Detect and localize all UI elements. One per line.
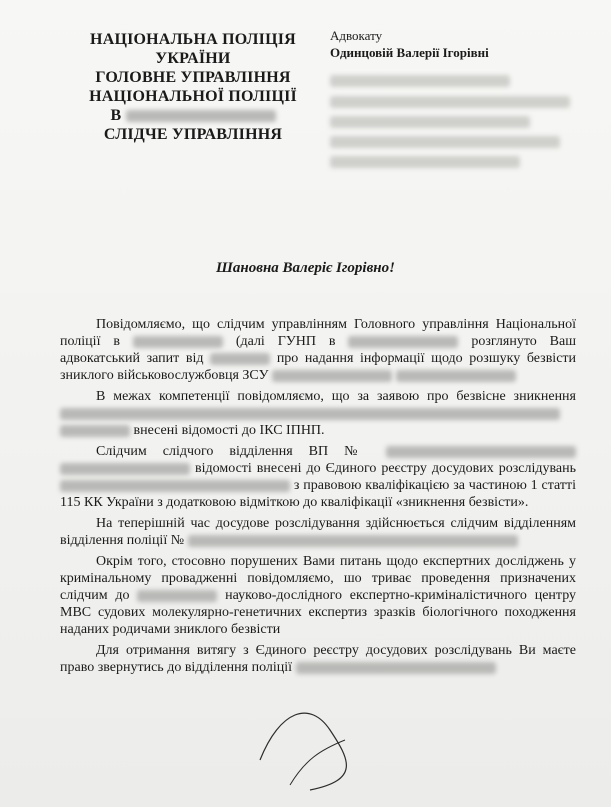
text: Слідчим слідчого відділення ВП № [96,444,370,459]
recipient-role: Адвокату [330,28,383,43]
redacted-region [348,336,458,348]
redacted-region [133,336,223,348]
recipient-block [330,27,600,168]
salutation: Шановна Валеріє Ігорівно! [216,260,395,276]
paragraph [60,316,576,384]
redacted-region [60,463,190,475]
text: відомості внесені до Єдиного реєстру досудових розслідувань [195,461,576,476]
issuer-line: НАЦІОНАЛЬНОЇ ПОЛІЦІЇ [89,88,297,105]
signature-mark [250,690,370,800]
text: з правовою кваліфікацією за частиною 1 статті 115 КК України з додатковою відміткою до кваліфікації «зникнення безвісти». [60,478,576,510]
text: Окрім того, стосовно порушених Вами питань щодо експертних досліджень у кримінальному провадженні повідомляємо, шо триває проведення призначених слідчим до [60,554,576,603]
letter-body [60,316,576,680]
redacted-region [126,110,276,122]
redacted-region [210,353,270,365]
text: Для отримання витягу з Єдиного реєстру досудових розслідувань Ви маєте право звернутись до відділення поліції [60,643,576,675]
text: На теперішній час досудове розслідування здійснюється слідчим відділенням відділення поліції № [60,516,576,548]
paragraph [60,553,576,638]
redacted-region [386,446,576,458]
redacted-region [60,480,290,492]
paragraph [60,642,576,676]
issuer-line: СЛІДЧЕ УПРАВЛІННЯ [103,126,283,143]
redacted-address [330,71,600,168]
text: про надання інформації щодо розшуку безвісти зниклого військовослужбовця ЗСУ [60,351,577,383]
issuer-line-prefix: В [110,107,122,124]
issuer-line: НАЦІОНАЛЬНА ПОЛІЦІЯ [90,31,296,48]
redacted-region [60,408,560,420]
issuer-block [78,30,308,144]
text: В межах компетенції повідомляємо, що за заявою про безвісне зникнення [96,389,576,404]
redacted-region [188,535,518,547]
issuer-line: УКРАЇНИ [155,50,231,67]
issuer-line [78,106,308,125]
redacted-region [396,370,516,382]
paragraph [60,515,576,549]
redacted-region [137,590,217,602]
recipient-name: Одинцовій Валерії Ігорівні [330,45,489,60]
text: науково-дослідного експертно-криміналістичного центру МВС судових молекулярно-генетичних експертиз зразків біологічного походження наданих родичами зниклого безвісти [60,588,577,637]
issuer-line: ГОЛОВНЕ УПРАВЛІННЯ [95,69,291,86]
paragraph [60,443,576,511]
redacted-region [60,425,130,437]
paragraph [60,388,576,439]
text: (далі ГУНП в [235,334,336,349]
redacted-region [296,662,496,674]
redacted-region [272,370,392,382]
text: Повідомляємо, що слідчим управлінням Головного управління Національної поліції в [60,317,576,349]
text: розглянуто Ваш адвокатський запит від [60,334,577,366]
text: внесені відомості до ІКС ІПНП. [133,423,325,438]
